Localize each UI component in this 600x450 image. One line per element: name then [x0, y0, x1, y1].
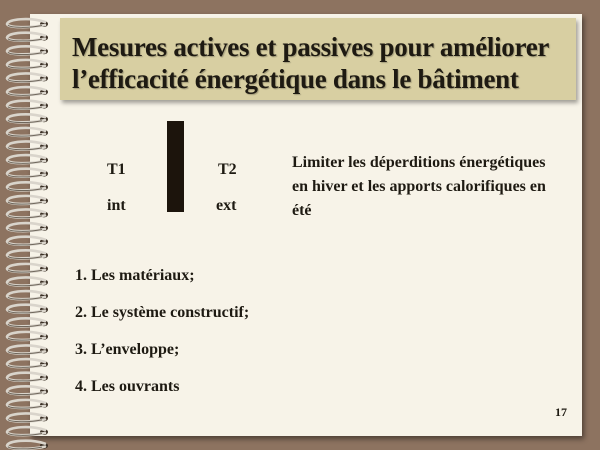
list-item: 1. Les matériaux;	[75, 267, 195, 284]
slide-title: Mesures actives et passives pour améliorer l’efficacité énergétique dans le bâtiment	[72, 32, 549, 94]
list-item: 2. Le système constructif;	[75, 304, 250, 321]
label-ext: ext	[216, 197, 237, 214]
measures-list	[75, 266, 249, 414]
page-number: 17	[555, 405, 567, 419]
label-int: int	[107, 197, 126, 214]
wall-section	[167, 121, 184, 212]
label-t2: T2	[218, 161, 237, 178]
list-item: 3. L’enveloppe;	[75, 341, 180, 358]
list-item: 4. Les ouvrants	[75, 378, 180, 395]
objective-text: Limiter les déperditions énergétiques en hiver et les apports calorifiques en été	[292, 154, 546, 219]
label-t1: T1	[107, 161, 126, 178]
